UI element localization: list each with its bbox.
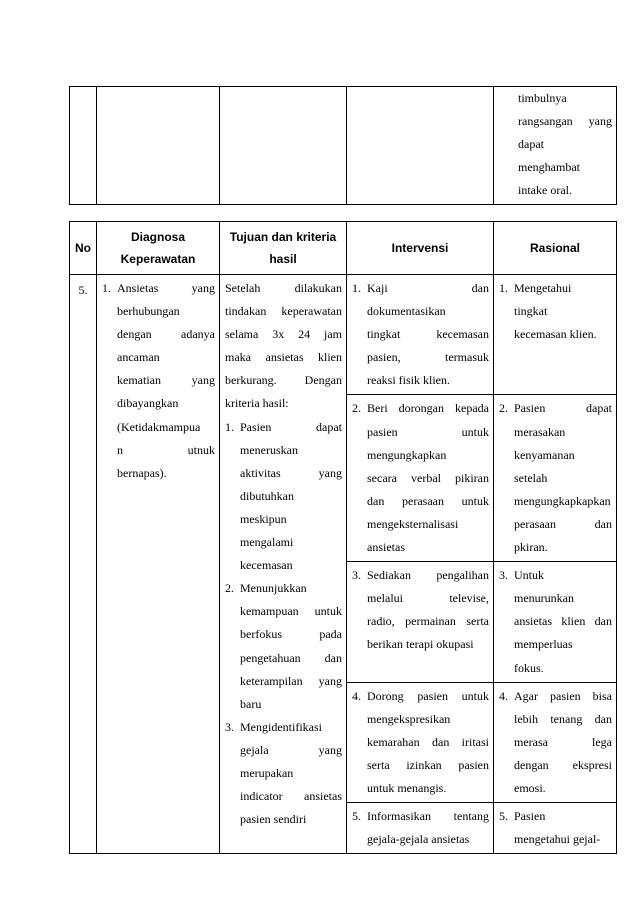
rationale-number: 2. bbox=[499, 401, 508, 416]
diagnosis-cell bbox=[97, 275, 220, 854]
diagnosis-line: (Ketidakmampua bbox=[117, 419, 201, 434]
diagnosis-line: dengan adanya bbox=[117, 327, 215, 342]
row-number: 5. bbox=[70, 275, 97, 854]
intervention-line: mengeksternalisasi bbox=[367, 516, 459, 531]
rationale-line: perasaan dan bbox=[514, 516, 612, 531]
intervention-item bbox=[352, 805, 489, 851]
criterion-line: Menunjukkan bbox=[240, 581, 307, 596]
intervention-line: reaksi fisik klien. bbox=[367, 373, 450, 388]
intervention-line: ansietas bbox=[367, 540, 405, 555]
continuation-table bbox=[69, 86, 617, 205]
intervention-item bbox=[352, 685, 489, 800]
intervention-line: gejala-gejala ansietas bbox=[367, 832, 470, 847]
goal-intro-line: tindakan keperawatan bbox=[225, 304, 342, 319]
row-5-part-1 bbox=[70, 275, 617, 395]
header-row bbox=[70, 222, 617, 275]
intervention-number: 1. bbox=[352, 281, 361, 295]
criterion-line: Pasien dapat bbox=[240, 419, 342, 434]
criterion-line: Mengidentifikasi bbox=[240, 719, 322, 734]
criterion-item bbox=[225, 416, 342, 578]
rationale-line: mengungkapkapkan bbox=[514, 493, 611, 508]
rationale-cell-3 bbox=[494, 562, 617, 682]
diagnosis-line: bernapas). bbox=[117, 465, 167, 480]
intervention-line: Dorong pasien untuk bbox=[367, 688, 489, 703]
intervention-line: secara verbal pikiran bbox=[367, 470, 489, 485]
intervention-number: 5. bbox=[352, 809, 361, 824]
intervention-line: mengungkapkan bbox=[367, 447, 447, 462]
criterion-line: berfokus pada bbox=[240, 627, 342, 642]
header-intervention: Intervensi bbox=[347, 222, 494, 275]
diagnosis-line: berhubungan bbox=[117, 304, 180, 319]
criterion-number: 2. bbox=[225, 581, 234, 596]
goal-intro-line: maka ansietas klien bbox=[225, 350, 342, 365]
rationale-line: setelah bbox=[514, 470, 548, 485]
rationale-line: menurunkan bbox=[514, 591, 574, 606]
intervention-line: kemarahan dan iritasi bbox=[367, 734, 489, 749]
cont-rationale-line: timbulnya bbox=[518, 91, 567, 105]
rationale-line: dengan ekspresi bbox=[514, 757, 612, 772]
criterion-line: indicator ansietas bbox=[240, 789, 342, 804]
intervention-line: melalui televise, bbox=[367, 591, 489, 606]
intervention-cell-3 bbox=[347, 562, 494, 682]
criterion-line: pengetahuan dan bbox=[240, 650, 342, 665]
cont-rationale-line: dapat bbox=[518, 137, 544, 152]
intervention-line: pasien, termasuk bbox=[367, 350, 489, 365]
rationale-item bbox=[499, 805, 612, 851]
header-diagnosis: Diagnosa Keperawatan bbox=[97, 222, 220, 275]
rationale-number: 4. bbox=[499, 688, 508, 703]
rationale-line: memperluas bbox=[514, 637, 573, 652]
intervention-cell-5 bbox=[347, 803, 494, 854]
header-goal: Tujuan dan kriteria hasil bbox=[220, 222, 347, 275]
cont-rationale-line: menghambat bbox=[518, 160, 580, 175]
rationale-line: Agar pasien bisa bbox=[514, 688, 612, 703]
intervention-cell-2 bbox=[347, 395, 494, 562]
criterion-line: kemampuan untuk bbox=[240, 604, 342, 619]
rationale-item bbox=[499, 397, 612, 559]
rationale-cell-4 bbox=[494, 682, 617, 802]
intervention-line: tingkat kecemasan bbox=[367, 327, 489, 342]
criterion-line: mengalami bbox=[240, 535, 294, 550]
criterion-item bbox=[225, 716, 342, 831]
rationale-line: kecemasan klien. bbox=[514, 327, 597, 342]
rationale-cell-5 bbox=[494, 803, 617, 854]
cont-rationale-line: rangsangan yang bbox=[518, 114, 612, 129]
intervention-line: dokumentasikan bbox=[367, 304, 446, 319]
intervention-item bbox=[352, 397, 489, 559]
diagnosis-line: kematian yang bbox=[117, 373, 215, 388]
rationale-line: Pasien dapat bbox=[514, 401, 612, 416]
rationale-cell-2 bbox=[494, 395, 617, 562]
rationale-number: 1. bbox=[499, 281, 508, 295]
rationale-line: fokus. bbox=[514, 660, 544, 675]
criterion-item bbox=[225, 577, 342, 716]
intervention-item bbox=[352, 277, 489, 392]
rationale-number: 5. bbox=[499, 809, 508, 824]
goal-intro-line: selama 3x 24 jam bbox=[225, 327, 342, 342]
intervention-cell-1 bbox=[347, 275, 494, 395]
rationale-line: pkiran. bbox=[514, 540, 548, 555]
rationale-line: merasa lega bbox=[514, 734, 612, 749]
rationale-line: merasakan bbox=[514, 424, 566, 439]
cont-rationale-line: intake oral. bbox=[518, 183, 572, 198]
intervention-line: radio, permainan serta bbox=[367, 614, 489, 629]
continuation-row bbox=[70, 87, 617, 205]
criterion-line: meneruskan bbox=[240, 442, 298, 457]
intervention-line: untuk menangis. bbox=[367, 780, 447, 795]
intervention-line: Beri dorongan kepada bbox=[367, 401, 489, 416]
rationale-item bbox=[499, 277, 612, 346]
intervention-line: serta izinkan pasien bbox=[367, 757, 489, 772]
intervention-line: dan perasaan untuk bbox=[367, 493, 489, 508]
criterion-line: baru bbox=[240, 696, 262, 711]
rationale-cell-1 bbox=[494, 275, 617, 395]
criterion-line: keterampilan yang bbox=[240, 673, 342, 688]
criterion-line: dibutuhkan bbox=[240, 488, 294, 503]
criteria-list bbox=[225, 416, 342, 832]
goal-intro-text bbox=[225, 277, 342, 416]
rationale-line: ansietas klien dan bbox=[514, 614, 612, 629]
goal-cell bbox=[220, 275, 347, 854]
criterion-line: aktivitas yang bbox=[240, 465, 342, 480]
cont-no-cell bbox=[70, 87, 97, 205]
intervention-line: berikan terapi okupasi bbox=[367, 637, 474, 652]
diagnosis-line: dibayangkan bbox=[117, 396, 179, 411]
diagnosis-line: n utnuk bbox=[117, 442, 215, 457]
rationale-line: tingkat bbox=[514, 304, 548, 319]
criterion-line: pasien sendiri bbox=[240, 812, 307, 827]
cont-diagnosis-cell bbox=[97, 87, 220, 205]
cont-rationale-cell bbox=[494, 87, 617, 205]
intervention-line: Kaji dan bbox=[367, 281, 489, 295]
care-plan-table bbox=[69, 221, 617, 854]
intervention-line: pasien untuk bbox=[367, 424, 489, 439]
cont-rationale-text bbox=[518, 87, 612, 202]
header-no: No bbox=[70, 222, 97, 275]
goal-intro-line: berkurang. Dengan bbox=[225, 373, 342, 388]
goal-intro-line: Setelah dilakukan bbox=[225, 281, 342, 295]
criterion-line: meskipun bbox=[240, 511, 287, 526]
rationale-line: lebih tenang dan bbox=[514, 711, 612, 726]
header-rationale: Rasional bbox=[494, 222, 617, 275]
rationale-line: Pasien bbox=[514, 809, 546, 824]
rationale-line: emosi. bbox=[514, 780, 546, 795]
diagnosis-line: ancaman bbox=[117, 350, 160, 365]
rationale-item bbox=[499, 564, 612, 679]
rationale-line: kenyamanan bbox=[514, 447, 575, 462]
cont-goal-cell bbox=[220, 87, 347, 205]
intervention-line: Informasikan tentang bbox=[367, 809, 489, 824]
intervention-number: 3. bbox=[352, 568, 361, 583]
rationale-line: Untuk bbox=[514, 568, 544, 583]
criterion-line: merupakan bbox=[240, 765, 294, 780]
criterion-line: kecemasan bbox=[240, 558, 293, 573]
criterion-number: 1. bbox=[225, 419, 234, 434]
cont-intervention-cell bbox=[347, 87, 494, 205]
intervention-number: 2. bbox=[352, 401, 361, 416]
diagnosis-number: 1. bbox=[102, 281, 111, 295]
rationale-item bbox=[499, 685, 612, 800]
intervention-line: Sediakan pengalihan bbox=[367, 568, 489, 583]
criterion-line: gejala yang bbox=[240, 742, 342, 757]
diagnosis-line: Ansietas yang bbox=[117, 281, 215, 295]
intervention-item bbox=[352, 564, 489, 656]
diagnosis-text bbox=[117, 277, 215, 485]
criterion-number: 3. bbox=[225, 719, 234, 734]
intervention-cell-4 bbox=[347, 682, 494, 802]
rationale-number: 3. bbox=[499, 568, 508, 583]
rationale-line: Mengetahui bbox=[514, 281, 572, 295]
intervention-line: mengekspresikan bbox=[367, 711, 451, 726]
rationale-line: mengetahui gejal- bbox=[514, 832, 601, 847]
goal-intro-line: kriteria hasil: bbox=[225, 396, 289, 411]
intervention-number: 4. bbox=[352, 688, 361, 703]
